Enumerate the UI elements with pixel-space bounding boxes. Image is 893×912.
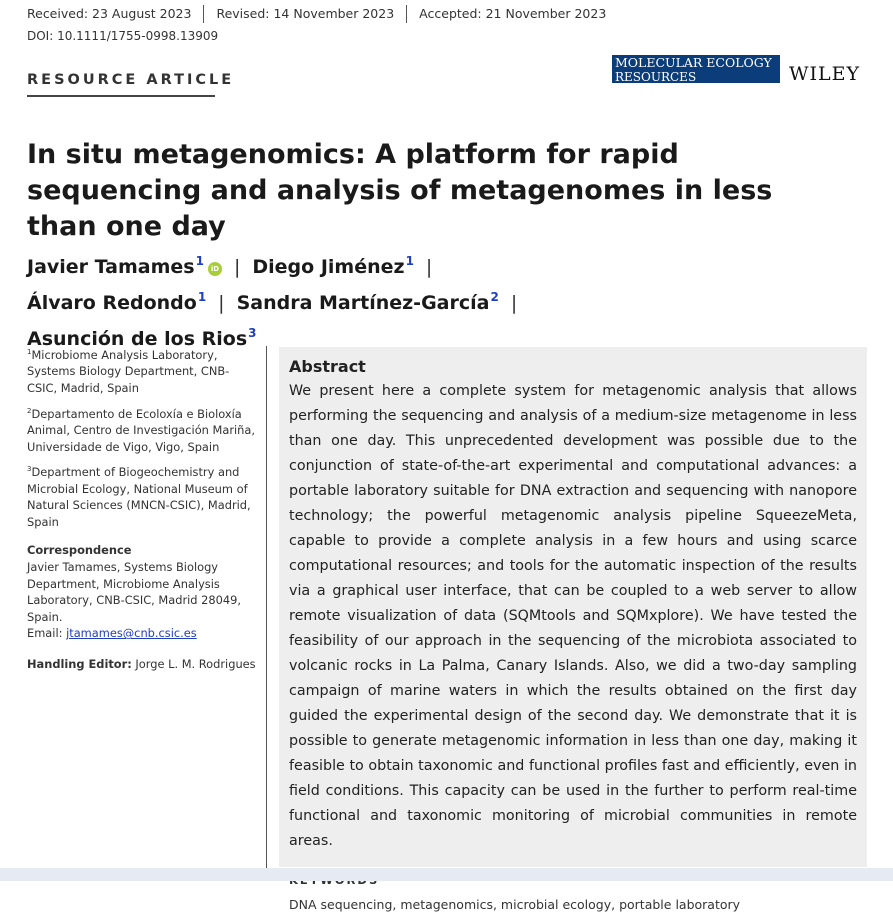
article-title: In situ metagenomics: A platform for rapid sequencing and analysis of metagenomes in less than one day [27, 139, 773, 242]
abstract-box [279, 347, 867, 912]
affiliation-text: Department of Biogeochemistry and Microbial Ecology, National Museum of Natural Sciences (MNCN-CSIC), Madrid, Spain [27, 464, 251, 529]
affiliation-number: 2 [27, 406, 32, 415]
received-date: Received: 23 August 2023 [27, 6, 192, 21]
author-name[interactable]: Javier Tamames [27, 256, 195, 278]
author-name[interactable]: Asunción de los Rios [27, 328, 248, 350]
affiliation [27, 403, 257, 456]
affiliation-marker[interactable]: 1 [197, 290, 207, 304]
affiliation-marker[interactable]: 3 [248, 326, 257, 340]
affiliation-marker[interactable]: 2 [490, 290, 499, 304]
author-list [27, 246, 857, 354]
affiliation [27, 461, 257, 530]
article-info-sidebar [27, 344, 257, 672]
revised-date: Revised: 14 November 2023 [203, 5, 406, 23]
email-link[interactable]: jtamames@cnb.csic.es [66, 626, 197, 641]
author-name[interactable]: Álvaro Redondo [27, 292, 197, 314]
article-dates [27, 4, 618, 24]
affiliation-text: Departamento de Ecoloxía e Bioloxía Animal, Centro de Investigación Mariña, Universidade de Vigo, Vigo, Spain [27, 406, 256, 454]
journal-logo-line1: MOLECULAR ECOLOGY [615, 55, 772, 70]
handling-editor-label: Handling Editor: [27, 656, 132, 671]
journal-logo-line2: RESOURCES [615, 69, 697, 84]
author[interactable] [27, 292, 206, 314]
affiliation-number: 3 [27, 465, 32, 474]
viewer-bottom-strip [0, 868, 893, 881]
publisher-logo[interactable]: WILEY [789, 63, 861, 85]
author[interactable] [237, 292, 499, 314]
correspondence-email-line [27, 625, 257, 642]
doi[interactable]: DOI: 10.1111/1755-0998.13909 [27, 29, 219, 43]
affiliation-marker[interactable]: 1 [195, 254, 204, 268]
orcid-icon[interactable]: iD [208, 262, 222, 276]
keywords-text: DNA sequencing, metagenomics, microbial ecology, portable laboratory [289, 897, 741, 912]
article-type-underline [27, 95, 215, 97]
article-type: RESOURCE ARTICLE [27, 72, 235, 88]
author-name[interactable]: Diego Jiménez [252, 256, 405, 278]
author-name[interactable]: Sandra Martínez-García [236, 292, 490, 314]
journal-logo[interactable] [612, 55, 780, 83]
handling-editor [27, 656, 257, 673]
abstract-text: We present here a complete system for metagenomic analysis that allows performing the sequencing and analysis of a medium-size metagenome in less than one day. This unprecedented development was possible due to the conjunction of state-of-the-art experimental and computational advances: a portable laboratory suitable for DNA extraction and sequencing with nanopore technology; the powerful metagenomic analysis pipeline SqueezeMeta, capable to provide a complete analysis in a few hours and using scarce computational resources; and tools for the automatic inspection of the results via a graphical user interface, that can be coupled to a web server to allow remote visualization of data (SQMtools and SQMxplore). We have tested the feasibility of our approach in the sequencing of the microbiota associated to volcanic rocks in La Palma, Canary Islands. Also, we did a two-day sampling campaign of marine waters in which the results obtained on the first day guided the experimental design of the second day. We demonstrate that it is possible to generate metagenomic information in less than one day, making it feasible to obtain taxonomic and functional profiles fast and efficiently, even in field conditions. This capacity can be used in the further to perform real-time functional and taxonomic monitoring of microbial communities in remote areas. [289, 383, 857, 849]
column-divider [266, 346, 267, 870]
correspondence-text: Javier Tamames, Systems Biology Department, Microbiome Analysis Laboratory, CNB-CSIC, Madrid 28049, Spain. [27, 559, 242, 624]
author-separator: | [425, 256, 433, 278]
author[interactable] [27, 256, 222, 278]
email-label: Email: [27, 626, 67, 641]
affiliation-number: 1 [27, 348, 32, 356]
handling-editor-name: Jorge L. M. Rodrigues [131, 656, 256, 671]
correspondence-heading: Correspondence [27, 543, 132, 558]
author-separator: | [218, 292, 225, 314]
accepted-date: Accepted: 21 November 2023 [406, 5, 618, 23]
author[interactable] [252, 256, 414, 278]
affiliation-marker[interactable]: 1 [405, 254, 414, 268]
affiliation-text: Microbiome Analysis Laboratory, Systems Biology Department, CNB-CSIC, Madrid, Spain [27, 347, 230, 395]
abstract-heading: Abstract [289, 357, 366, 376]
author-separator: | [233, 256, 241, 278]
affiliation [27, 344, 257, 397]
author-separator: | [510, 292, 518, 314]
